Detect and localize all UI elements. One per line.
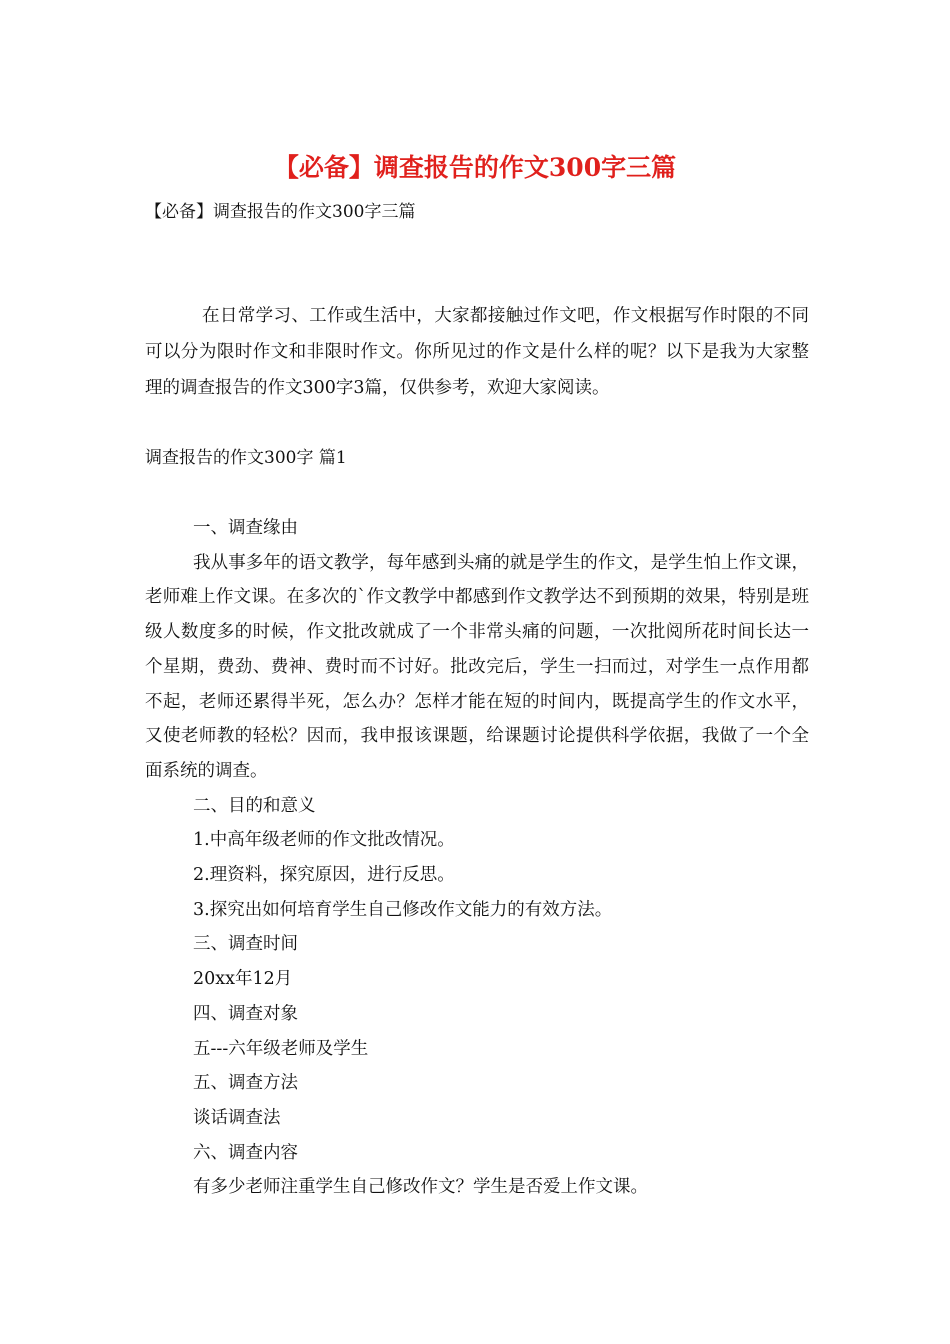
intro-paragraph: 在日常学习、工作或生活中，大家都接触过作文吧，作文根据写作时限的不同可以分为限时作文和非限时作文。你所见过的作文是什么样的呢？以下是我为大家整理的调查报告的作文300字3篇，仅供参考，欢迎大家阅读。 — [145, 306, 809, 398]
purpose-item: 3.探究出如何培育学生自己修改作文能力的有效方法。 — [193, 899, 613, 920]
section-heading-time: 三、调查时间 — [193, 934, 298, 955]
survey-time: 20xx年12月 — [193, 969, 293, 990]
survey-subjects: 五---六年级老师及学生 — [193, 1038, 369, 1059]
essay-body — [145, 511, 809, 1205]
section-heading-reason: 一、调查缘由 — [193, 518, 298, 538]
document-title: 【必备】调查报告的作文300字三篇 — [273, 153, 677, 182]
purpose-item: 1.中高年级老师的作文批改情况。 — [193, 830, 455, 851]
purpose-item: 2.理资料，探究原因，进行反思。 — [193, 865, 455, 886]
section-heading-method: 五、调查方法 — [193, 1073, 298, 1094]
essay-heading: 调查报告的作文300字 篇1 — [145, 448, 347, 468]
section-heading-purpose: 二、目的和意义 — [193, 795, 316, 816]
survey-method: 谈话调查法 — [193, 1107, 281, 1128]
reason-paragraph: 我从事多年的语文教学，每年感到头痛的就是学生的作文，是学生怕上作文课，老师难上作文课。在多次的`作文教学中都感到作文教学达不到预期的效果，特别是班级人数度多的时候，作文批改就成了一个非常头痛的问题，一次批阅所花时间长达一个星期，费劲、费神、费时而不讨好。批改完后，学生一扫而过，对学生一点作用都不起，老师还累得半死，怎么办？怎样才能在短的时间内，既提高学生的作文水平，又使老师教的轻松？因而，我申报该课题，给课题讨论提供科学依据，我做了一个全面系统的调查。 — [145, 552, 809, 781]
section-heading-content: 六、调查内容 — [193, 1142, 298, 1163]
document-subtitle: 【必备】调查报告的作文300字三篇 — [145, 202, 416, 222]
survey-content: 有多少老师注重学生自己修改作文？学生是否爱上作文课。 — [193, 1177, 648, 1198]
section-heading-subjects: 四、调查对象 — [193, 1003, 298, 1024]
